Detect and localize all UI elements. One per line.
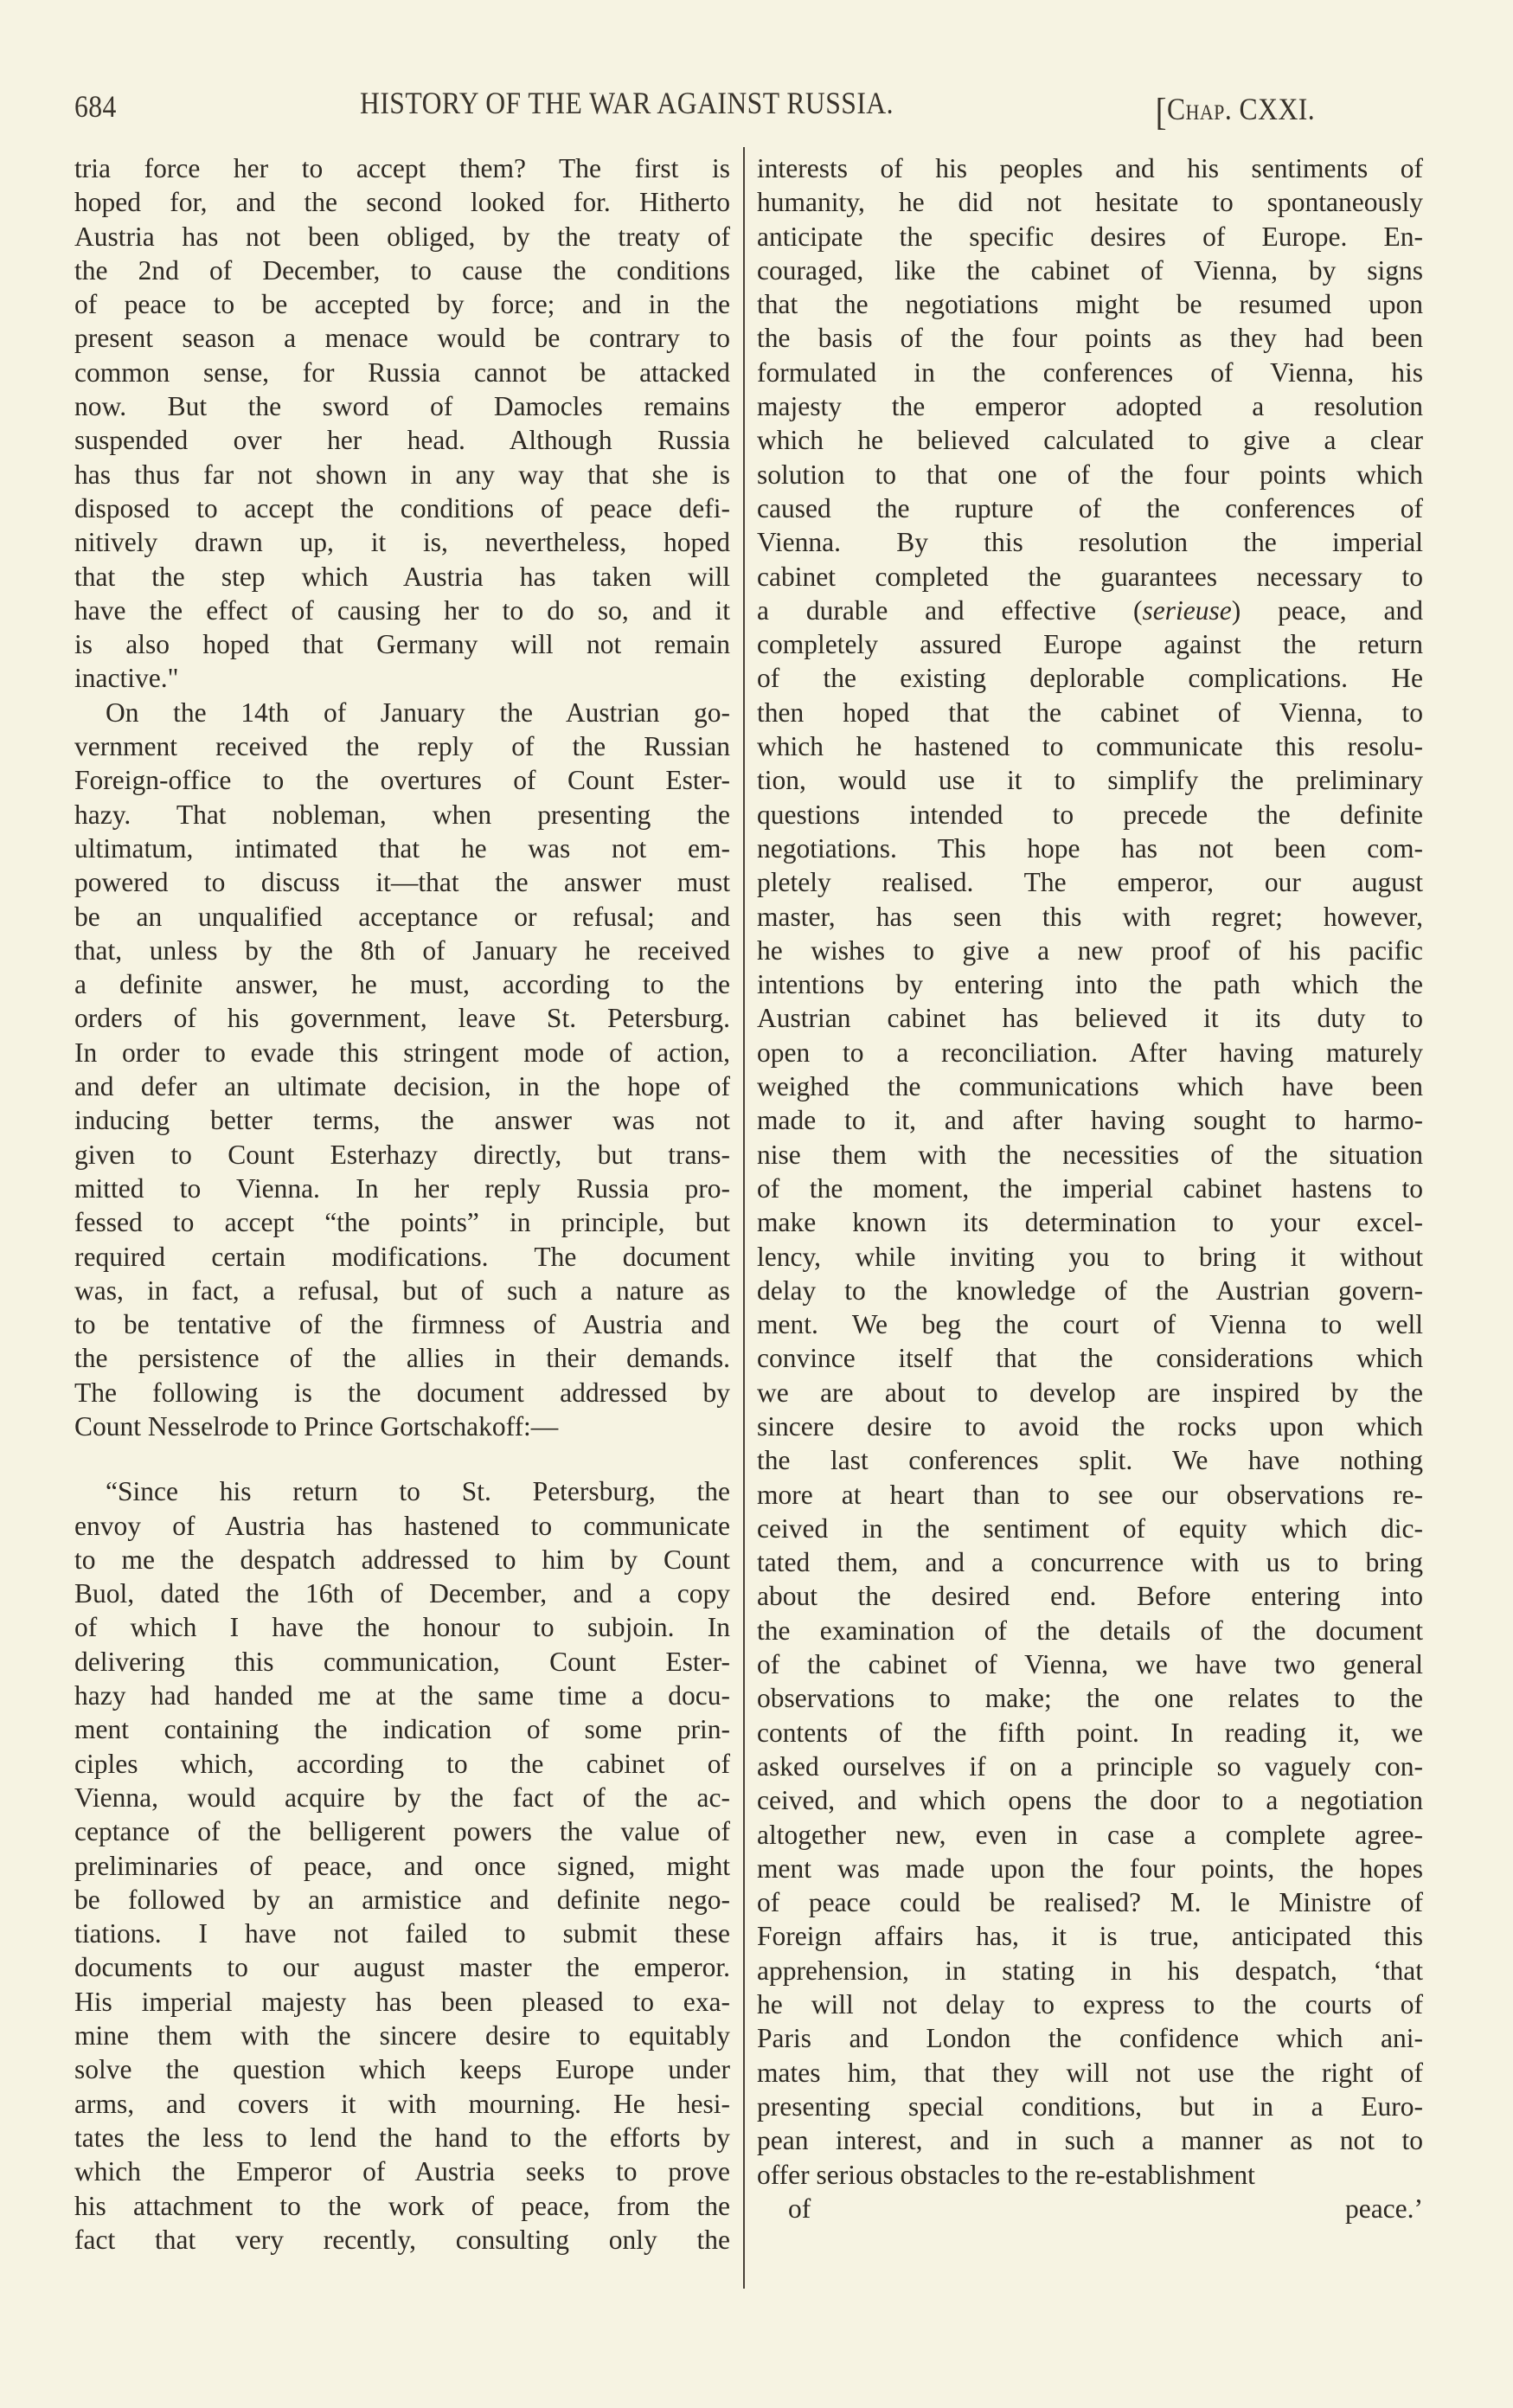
text-line: now. But the sword of Damocles remains	[74, 391, 730, 422]
text-line: Buol, dated the 16th of December, and a copy	[74, 1578, 730, 1609]
text-line: to be tentative of the firmness of Austria and	[74, 1309, 730, 1340]
text-line: fessed to accept “the points” in principle, but	[74, 1207, 730, 1238]
text-line: suspended over her head. Although Russia	[74, 425, 730, 456]
text-line: hazy. That nobleman, when presenting the	[74, 799, 730, 830]
text-line: nise them with the necessities of the situation	[757, 1139, 1423, 1170]
text-line: preliminaries of peace, and once signed, might	[74, 1850, 730, 1881]
text-line: ment. We beg the court of Vienna to well	[757, 1309, 1423, 1340]
text-line: anticipate the specific desires of Europe. En-	[757, 221, 1423, 252]
quote-start-line: of peace.’	[788, 2193, 1423, 2224]
text-line: that, unless by the 8th of January he received	[74, 934, 730, 966]
text-line: questions intended to precede the definite	[757, 799, 1423, 830]
text-line: of which I have the honour to subjoin. In	[74, 1612, 730, 1643]
left-column	[74, 151, 730, 2257]
text-line: the 2nd of December, to cause the conditions	[74, 254, 730, 286]
text-line: Vienna. By this resolution the imperial	[757, 527, 1423, 558]
text-line: sincere desire to avoid the rocks upon which	[757, 1410, 1423, 1442]
text-line: he wishes to give a new proof of his pacific	[757, 934, 1423, 966]
text-line: ment containing the indication of some prin-	[74, 1714, 730, 1745]
text-line: ceived in the sentiment of equity which dic-	[757, 1512, 1423, 1544]
text-line: made to it, and after having sought to harmo-	[757, 1105, 1423, 1136]
text-line: ultimatum, intimated that he was not em-	[74, 832, 730, 864]
text-line: tria force her to accept them? The first is	[74, 153, 730, 183]
text-line: mates him, that they will not use the right of	[757, 2057, 1423, 2088]
text-line: master, has seen this with regret; however,	[757, 901, 1423, 932]
text-line: pean interest, and in such a manner as not to	[757, 2125, 1423, 2156]
text-line: completely assured Europe against the return	[757, 629, 1423, 660]
text-line: the persistence of the allies in their demands.	[74, 1343, 730, 1374]
book-title: HISTORY OF THE WAR AGAINST RUSSIA.	[360, 86, 894, 120]
text-line: tion, would use it to simplify the preliminary	[757, 765, 1423, 796]
text-line: open to a reconciliation. After having maturely	[757, 1037, 1423, 1068]
text-line: that the step which Austria has taken will	[74, 561, 730, 592]
text-line: his attachment to the work of peace, from the	[74, 2190, 730, 2221]
text-line: a definite answer, he must, according to the	[74, 969, 730, 1000]
running-head	[74, 85, 1316, 133]
text-line: hoped for, and the second looked for. Hitherto	[74, 187, 730, 218]
text-line: of the cabinet of Vienna, we have two general	[757, 1649, 1423, 1680]
text-line: documents to our august master the emperor.	[74, 1952, 730, 1983]
text-line: have the effect of causing her to do so, and it	[74, 594, 730, 626]
text-line: apprehension, in stating in his despatch, ‘that	[757, 1955, 1423, 1986]
text-line: which he hastened to communicate this resolu-	[757, 731, 1423, 762]
text-line: His imperial majesty has been pleased to exa-	[74, 1986, 730, 2017]
text-line: tiations. I have not failed to submit these	[74, 1918, 730, 1949]
text-line: he will not delay to express to the courts of	[757, 1989, 1423, 2020]
text-line: powered to discuss it—that the answer must	[74, 867, 730, 898]
text-line: mine them with the sincere desire to equitably	[74, 2020, 730, 2052]
text-line: Austrian cabinet has believed it its duty to	[757, 1003, 1423, 1034]
text-line: and defer an ultimate decision, in the hope of	[74, 1071, 730, 1102]
text-line: to me the despatch addressed to him by Count	[74, 1544, 730, 1575]
text-line: cabinet completed the guarantees necessary to	[757, 561, 1423, 592]
text-line: observations to make; the one relates to the	[757, 1683, 1423, 1714]
text-line: of peace could be realised? M. le Ministre of	[757, 1887, 1423, 1918]
text-line: convince itself that the considerations which	[757, 1343, 1423, 1374]
text-line: Foreign affairs has, it is true, anticipated this	[757, 1921, 1423, 1952]
text-line: In order to evade this stringent mode of action,	[74, 1037, 730, 1068]
text-line: was, in fact, a refusal, but of such a nature as	[74, 1275, 730, 1306]
text-line: inducing better terms, the answer was not	[74, 1105, 730, 1136]
quote-start-line: “Since his return to St. Petersburg, the	[106, 1476, 730, 1507]
text-line: fact that very recently, consulting only the	[74, 2224, 730, 2255]
text-line: nitively drawn up, it is, nevertheless, hoped	[74, 527, 730, 558]
text-line: weighed the communications which have been	[757, 1071, 1423, 1102]
text-line: orders of his government, leave St. Petersburg.	[74, 1003, 730, 1034]
text-line: envoy of Austria has hastened to communicate	[74, 1510, 730, 1541]
italic-word: serieuse	[1142, 594, 1232, 626]
text-line: the last conferences split. We have nothing	[757, 1445, 1423, 1476]
chapter-bracket: [	[1155, 91, 1167, 133]
text-line: which he believed calculated to give a clear	[757, 425, 1423, 456]
text-line: given to Count Esterhazy directly, but trans-	[74, 1139, 730, 1170]
text-line: that the negotiations might be resumed upon	[757, 289, 1423, 320]
text-line: of the moment, the imperial cabinet hastens to	[757, 1172, 1423, 1204]
paragraph-gap	[74, 1443, 730, 1474]
text-line: mitted to Vienna. In her reply Russia pro-	[74, 1172, 730, 1204]
text-line: delivering this communication, Count Ester-	[74, 1646, 730, 1677]
text-line: inactive."	[74, 663, 179, 694]
text-line: formulated in the conferences of Vienna, his	[757, 356, 1423, 388]
right-column	[757, 151, 1423, 2225]
text-line: Foreign-office to the overtures of Count Ester-	[74, 765, 730, 796]
text-line: ceptance of the belligerent powers the value of	[74, 1816, 730, 1847]
text-line: altogether new, even in case a complete agree-	[757, 1819, 1423, 1850]
text-line: vernment received the reply of the Russian	[74, 731, 730, 762]
text-line: Austria has not been obliged, by the treaty of	[74, 221, 730, 252]
text-line: solution to that one of the four points which	[757, 459, 1423, 490]
column-divider	[743, 147, 745, 2289]
text-line: the examination of the details of the document	[757, 1615, 1423, 1646]
text-line: ceived, and which opens the door to a negotiation	[757, 1785, 1423, 1816]
text-line: negotiations. This hope has not been com-	[757, 832, 1423, 864]
text-line: the basis of the four points as they had been	[757, 323, 1423, 354]
text-line: pletely realised. The emperor, our august	[757, 867, 1423, 898]
text-line: majesty the emperor adopted a resolution	[757, 391, 1423, 422]
text-line: offer serious obstacles to the re-establishment	[757, 2159, 1255, 2190]
text-line: is also hoped that Germany will not remain	[74, 629, 730, 660]
text-line-with-italic: a durable and effective (serieuse) peace, and	[757, 594, 1423, 626]
text-line: Vienna, would acquire by the fact of the ac-	[74, 1782, 730, 1813]
text-line: solve the question which keeps Europe under	[74, 2054, 730, 2085]
text-line: tates the less to lend the hand to the efforts by	[74, 2122, 730, 2153]
text-line: we are about to develop are inspired by the	[757, 1377, 1423, 1408]
text-line: ciples which, according to the cabinet of	[74, 1748, 730, 1779]
text-line: caused the rupture of the conferences of	[757, 492, 1423, 523]
text-line: has thus far not shown in any way that she is	[74, 459, 730, 490]
text-line: Paris and London the confidence which ani-	[757, 2023, 1423, 2054]
text-line: make known its determination to your excel-	[757, 1207, 1423, 1238]
text-line: delay to the knowledge of the Austrian govern-	[757, 1275, 1423, 1306]
text-line: contents of the fifth point. In reading it, we	[757, 1717, 1423, 1748]
text-line: couraged, like the cabinet of Vienna, by signs	[757, 254, 1423, 286]
text-line: more at heart than to see our observations re-	[757, 1479, 1423, 1510]
text-line: of peace to be accepted by force; and in the	[74, 289, 730, 320]
text-line: humanity, he did not hesitate to spontaneously	[757, 187, 1423, 218]
text-line: present season a menace would be contrary to	[74, 323, 730, 354]
text-line: disposed to accept the conditions of peace defi-	[74, 492, 730, 523]
text-line: presenting special conditions, but in a Euro-	[757, 2090, 1423, 2122]
text-line: The following is the document addressed by	[74, 1377, 730, 1408]
text-line: then hoped that the cabinet of Vienna, to	[757, 697, 1423, 728]
chapter-text: Chap. CXXI.	[1166, 92, 1316, 126]
text-line: lency, while inviting you to bring it without	[757, 1241, 1423, 1272]
text-line: common sense, for Russia cannot be attacked	[74, 356, 730, 388]
text-line: intentions by entering into the path which the	[757, 969, 1423, 1000]
text-line: of the existing deplorable complications. He	[757, 663, 1423, 694]
text-line: which the Emperor of Austria seeks to prove	[74, 2156, 730, 2187]
text-line: ment was made upon the four points, the hopes	[757, 1853, 1423, 1884]
text-line: interests of his peoples and his sentiments of	[757, 153, 1423, 183]
text-line: asked ourselves if on a principle so vaguely con-	[757, 1750, 1423, 1782]
paragraph-start-line: On the 14th of January the Austrian go-	[106, 697, 730, 728]
text-line: tated them, and a concurrence with us to bring	[757, 1547, 1423, 1578]
text-line: Count Nesselrode to Prince Gortschakoff:—	[74, 1410, 559, 1442]
text-line: required certain modifications. The document	[74, 1241, 730, 1272]
chapter-label	[1155, 85, 1316, 133]
text-line: about the desired end. Before entering into	[757, 1581, 1423, 1612]
page-number: 684	[74, 89, 117, 124]
text-line: hazy had handed me at the same time a docu-	[74, 1680, 730, 1711]
text-line: arms, and covers it with mourning. He hesi-	[74, 2088, 730, 2119]
text-line: be followed by an armistice and definite nego-	[74, 1884, 730, 1915]
text-line: be an unqualified acceptance or refusal; and	[74, 901, 730, 932]
